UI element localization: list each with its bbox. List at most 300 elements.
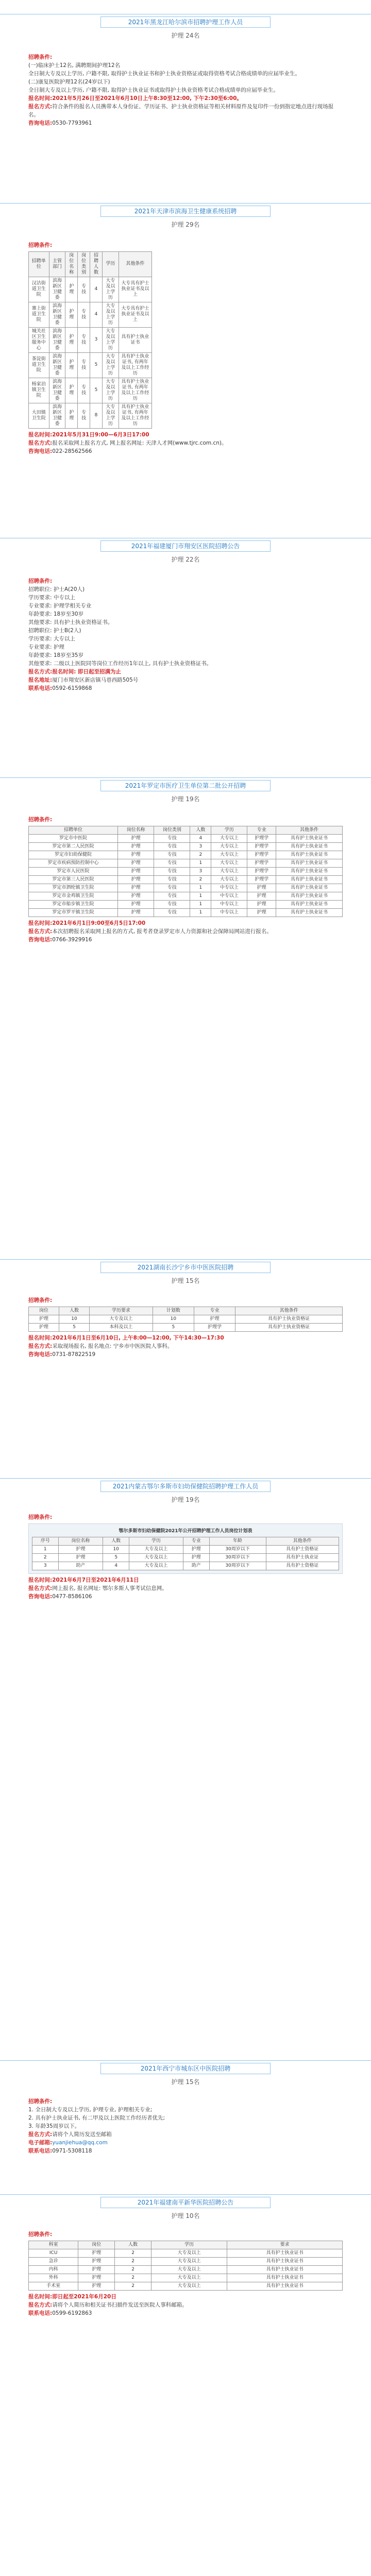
table-cell: 大专及以上	[151, 2265, 227, 2274]
table-cell: 护理	[118, 884, 154, 892]
table-cell: 具有护士执业证书	[227, 2265, 343, 2274]
table-cell: 护理	[247, 900, 276, 908]
table-cell: 护理	[247, 908, 276, 917]
table-cell: 护理	[29, 1315, 59, 1323]
table-cell: 大专以上	[211, 834, 247, 842]
method-text: 报名采取网上报名方式, 网上报名网址: 天津人才网(www.tjrc.com.cn)。	[52, 439, 227, 446]
table-cell: 手术室	[29, 2282, 78, 2290]
table-cell: 滨海新区卫健委	[49, 378, 65, 403]
line: 3. 年龄35周岁以下。	[28, 2123, 80, 2129]
table-row	[29, 859, 343, 867]
table-cell: 具有护士执业证书	[276, 884, 342, 892]
table-header: 其他条件	[276, 826, 342, 834]
phone: 0477-8586106	[52, 1593, 92, 1600]
section-8	[28, 2190, 343, 2318]
table-cell: 具有护士执业证书	[227, 2257, 343, 2265]
table-cell: 大专及以上学历	[102, 403, 119, 428]
line: 年龄要求: 18岁至35岁	[28, 652, 84, 658]
table-cell: 具有护士资格证	[266, 1562, 339, 1570]
table-header: 人数	[103, 1537, 129, 1545]
table-row	[29, 403, 152, 428]
table-cell: 具有护士执业证书	[119, 327, 151, 352]
table-row	[32, 1553, 339, 1562]
table-cell: 具有护士执业证书	[276, 859, 342, 867]
table-header: 学历	[102, 251, 119, 277]
quota-count: 护理 24名	[171, 32, 200, 39]
apply-label: 报名时间:	[28, 920, 53, 926]
line: 专业要求: 护理	[28, 643, 64, 650]
table-cell: 杨家泊镇卫生院	[29, 378, 49, 403]
section-6	[28, 1473, 343, 1602]
section-title: 2021年西宁市城东区中医院招聘	[100, 2063, 271, 2074]
table-cell: 具有护士执业证书, 有两年及以上工作经历	[119, 352, 151, 378]
table-cell: 2	[115, 2274, 151, 2282]
apply-time: 2021年6月7日至2021年6月11日	[52, 1577, 139, 1583]
table-cell: 城关社区卫生服务中心	[29, 327, 49, 352]
table-cell: 大专以上	[211, 851, 247, 859]
method-label: 报名方式:	[28, 103, 53, 110]
table-cell: ICU	[29, 2249, 78, 2257]
email-link[interactable]: yuanjiehua@qq.com	[52, 2139, 108, 2146]
table-cell: 专技	[154, 875, 190, 884]
table-cell: 2	[115, 2265, 151, 2274]
table-row	[29, 900, 343, 908]
table-row	[29, 2274, 343, 2282]
table-cell: 1	[190, 884, 211, 892]
phone: 0971-5308118	[52, 2147, 92, 2154]
table-cell: 助产	[183, 1562, 210, 1570]
table-cell: 具有护士执业证书	[227, 2274, 343, 2282]
table-cell: 5	[153, 1323, 194, 1331]
table-row	[29, 2282, 343, 2290]
table-cell: 大专以上	[211, 867, 247, 875]
apply-label: 报名时间:	[28, 2293, 53, 2300]
method-label: 报名方式:	[28, 1585, 53, 1591]
table-cell: 1	[190, 900, 211, 908]
phone-label: 联系电话:	[28, 685, 53, 691]
table-cell: 具有护士执业证书, 有两年及以上工作经历	[119, 403, 151, 428]
positions-table	[28, 251, 152, 429]
line: 招聘职位: 护士B(2人)	[28, 627, 81, 634]
table-cell: 护理	[118, 892, 154, 900]
table-header: 学历要求	[90, 1307, 153, 1315]
table-cell: 大田镇卫生院	[29, 403, 49, 428]
line: 其他要求: 二级以上医院同等岗位工作经历1年以上, 具有护士执业资格证书。	[28, 660, 212, 667]
table-caption: 鄂尔多斯市妇幼保健院2021年公开招聘护理工作人员岗位计划表	[119, 1528, 252, 1534]
table-cell: 大专及以上	[151, 2249, 227, 2257]
table-header: 招聘单位	[29, 251, 49, 277]
table-header: 人数	[59, 1307, 90, 1315]
quota-count: 护理 10名	[171, 2212, 200, 2219]
table-row	[29, 352, 152, 378]
table-cell: 3	[32, 1562, 59, 1570]
table-cell: 2	[115, 2249, 151, 2257]
table-cell: 护理	[194, 1315, 235, 1323]
table-cell: 护理	[65, 302, 78, 327]
apply-label: 报名时间:	[28, 1577, 53, 1583]
positions-table-image	[28, 1523, 343, 1574]
table-cell: 具有护士执业证书	[276, 867, 342, 875]
conditions-label: 招聘条件:	[28, 1297, 53, 1303]
table-cell: 专技	[154, 908, 190, 917]
line: 其他要求: 具有护士执业资格证书。	[28, 619, 113, 625]
table-cell: 急诊	[29, 2257, 78, 2265]
table-row	[29, 867, 343, 875]
section-3	[28, 533, 343, 693]
positions-table	[28, 826, 343, 917]
table-cell: 茶淀街道卫生院	[29, 352, 49, 378]
table-header: 其他条件	[235, 1307, 343, 1315]
table-header: 人数	[190, 826, 211, 834]
table-cell: 4	[90, 277, 103, 302]
apply-label: 报名时间:	[28, 95, 53, 101]
table-cell: 护理	[58, 1545, 103, 1553]
table-cell: 5	[103, 1553, 129, 1562]
table-cell: 专技	[78, 327, 90, 352]
table-row	[32, 1545, 339, 1553]
conditions-label: 招聘条件:	[28, 578, 53, 584]
table-cell: 护理	[183, 1545, 210, 1553]
table-cell: 护理学	[247, 867, 276, 875]
line: 年龄要求: 18岁至30岁	[28, 611, 84, 617]
table-header: 序号	[32, 1537, 59, 1545]
table-header: 计划数	[153, 1307, 194, 1315]
method-label: 报名方式:	[28, 928, 53, 935]
email-label: 电子邮箱:	[28, 2139, 53, 2146]
table-cell: 罗定市罗平镇卫生院	[29, 908, 118, 917]
table-cell: 2	[115, 2257, 151, 2265]
method-text: 网上报名, 报名网址: 鄂尔多斯人事考试信息网。	[52, 1585, 167, 1591]
table-row	[29, 1323, 343, 1331]
line: 全日制大专及以上学历, 户籍不限, 取得护士执业证书和护士执业资格证或取得资格考试合格成绩单的应届毕业生。	[28, 70, 300, 77]
method-text: 厦门市翔安区新店镇马巷西路505号	[52, 676, 139, 683]
table-cell: 护理	[29, 1323, 59, 1331]
table-cell: 具有护士执业证书	[276, 875, 342, 884]
positions-table	[28, 1307, 343, 1332]
table-cell: 4	[103, 1562, 129, 1570]
method-text: 请将个人简历和相关证书扫描件发送至医院人事科邮箱。	[52, 2301, 188, 2308]
table-cell: 护理	[118, 851, 154, 859]
table-cell: 护理	[247, 892, 276, 900]
phone-label: 联系电话:	[28, 2310, 53, 2316]
table-cell: 护理	[78, 2282, 115, 2290]
table-cell: 罗定市疾病预防控制中心	[29, 859, 118, 867]
table-cell: 30周岁以下	[209, 1562, 266, 1570]
table-cell: 1	[190, 908, 211, 917]
conditions-label: 招聘条件:	[28, 54, 53, 60]
table-cell: 10	[59, 1315, 90, 1323]
method-text: 请将个人简历发送至邮箱	[52, 2131, 112, 2138]
section-2	[28, 198, 343, 456]
table-cell: 4	[190, 834, 211, 842]
table-cell: 专技	[154, 859, 190, 867]
table-cell: 专技	[154, 900, 190, 908]
table-cell: 护理	[65, 378, 78, 403]
section-title: 2021内蒙古鄂尔多斯市妇幼保健院招聘护理工作人员	[100, 1481, 271, 1492]
table-cell: 大专及以上	[151, 2257, 227, 2265]
phone-label: 咨询电话:	[28, 1593, 53, 1600]
table-cell: 大专以上	[211, 842, 247, 851]
apply-time: 即日起至2021年6月20日	[52, 2293, 116, 2300]
table-cell: 大专及以上	[129, 1553, 183, 1562]
table-cell: 大专及以上	[129, 1545, 183, 1553]
line: 1. 全日制大专及以上学历, 护理专业, 护理相关专业;	[28, 2106, 153, 2113]
table-cell: 1	[190, 892, 211, 900]
table-row	[29, 875, 343, 884]
table-cell: 30周岁以下	[209, 1553, 266, 1562]
conditions-label: 招聘条件:	[28, 816, 53, 823]
table-cell: 护理	[118, 834, 154, 842]
quota-count: 护理 15名	[171, 1277, 200, 1284]
table-header: 要求	[227, 2241, 343, 2249]
section-5	[28, 1255, 343, 1360]
table-cell: 大专及以上学历	[102, 327, 119, 352]
method-label: 报名方式:	[28, 2301, 53, 2308]
table-row	[29, 842, 343, 851]
method-label: 报名方式:	[28, 2131, 53, 2138]
table-header: 岗位	[78, 2241, 115, 2249]
table-cell: 专技	[78, 302, 90, 327]
table-cell: 专技	[154, 892, 190, 900]
table-cell: 2	[190, 875, 211, 884]
table-cell: 罗定市第三人民医院	[29, 875, 118, 884]
table-cell: 3	[90, 327, 103, 352]
line: 2. 具有护士执业证书, 有二甲及以上医院工作经历者优先;	[28, 2114, 165, 2121]
table-cell: 5	[90, 378, 103, 403]
table-cell: 具有护士执业证书	[276, 842, 342, 851]
table-cell: 专技	[154, 884, 190, 892]
table-cell: 专技	[78, 277, 90, 302]
table-cell: 护理	[118, 900, 154, 908]
line: 学历要求: 大专以上	[28, 635, 75, 642]
table-header: 人数	[115, 2241, 151, 2249]
method-label: 报名方式:	[28, 1343, 53, 1349]
table-cell: 大专及以上学历	[102, 378, 119, 403]
method-text: 采取现场报名, 报名地点: 宁乡市中医医院人事科。	[52, 1343, 173, 1349]
phone-label: 咨询电话:	[28, 936, 53, 943]
table-row	[32, 1562, 339, 1570]
quota-count: 护理 19名	[171, 795, 200, 803]
table-cell: 大专以上	[211, 859, 247, 867]
table-cell: 4	[90, 302, 103, 327]
table-cell: 大专及以上	[151, 2274, 227, 2282]
section-title: 2021年天津市滨海卫生健康系统招聘	[100, 206, 271, 217]
apply-time: 2021年5月26日至2021年6月10日上午8:30至12:00, 下午2:30至6:00。	[52, 95, 242, 101]
table-cell: 助产	[58, 1562, 103, 1570]
table-cell: 中专以上	[211, 892, 247, 900]
table-cell: 护理	[78, 2265, 115, 2274]
table-cell: 寨上街道卫生院	[29, 302, 49, 327]
method-text: 本次招聘报名采取网上报名的方式, 报考者登录罗定市人力资源和社会保障局网站进行报名。	[52, 928, 272, 935]
table-cell: 滨海新区卫健委	[49, 403, 65, 428]
quota-count: 护理 29名	[171, 221, 200, 228]
table-row	[29, 834, 343, 842]
table-cell: 本科及以上	[90, 1323, 153, 1331]
table-cell: 护理	[65, 352, 78, 378]
table-cell: 大专及以上	[90, 1315, 153, 1323]
table-cell: 护理	[118, 859, 154, 867]
table-cell: 具有护士执业资格证	[235, 1323, 343, 1331]
table-header: 学历	[129, 1537, 183, 1545]
line: 专业要求: 护理学相关专业	[28, 602, 92, 609]
table-cell: 护理	[58, 1553, 103, 1562]
table-cell: 滨海新区卫健委	[49, 302, 65, 327]
section-title: 2021湖南长沙宁乡市中医医院招聘	[100, 1262, 271, 1273]
table-cell: 具有护士执业证书	[276, 834, 342, 842]
table-cell: 护理	[183, 1553, 210, 1562]
table-cell: 内科	[29, 2265, 78, 2274]
table-cell: 护理	[118, 875, 154, 884]
table-cell: 大专及以上学历	[102, 277, 119, 302]
phone: 0731-87822519	[52, 1351, 96, 1358]
table-cell: 护理	[78, 2257, 115, 2265]
section-title: 2021年罗定市医疗卫生单位第二批公开招聘	[100, 780, 271, 791]
table-cell: 罗定市人民医院	[29, 867, 118, 875]
table-cell: 具有护士执业证书	[227, 2249, 343, 2257]
method-label: 报名地址:	[28, 676, 53, 683]
table-cell: 2	[32, 1553, 59, 1562]
table-cell: 外科	[29, 2274, 78, 2282]
table-header: 岗位类别	[154, 826, 190, 834]
table-cell: 1	[190, 859, 211, 867]
table-cell: 护理	[78, 2249, 115, 2257]
table-cell: 1	[32, 1545, 59, 1553]
table-cell: 护理	[118, 842, 154, 851]
table-header: 岗位名称	[118, 826, 154, 834]
line: 全日制大专及以上学历, 户籍不限, 取得护士执业证书或取得护士执业资格考试合格成绩单的应届毕业生。	[28, 87, 279, 93]
table-header: 科室	[29, 2241, 78, 2249]
conditions-label: 招聘条件:	[28, 1514, 53, 1520]
conditions-label: 招聘条件:	[28, 2098, 53, 2105]
table-cell: 护理学	[247, 834, 276, 842]
method-label: 报名方式:	[28, 439, 53, 446]
method-text: 符合条件的报名人员携带本人身份证、学历证书、护士执业资格证等相关材料原件及复印件一份到指定地点进行现场报名。	[28, 103, 334, 118]
section-title: 2021年福建南平新华医院招聘公告	[100, 2197, 271, 2208]
table-cell: 中专以上	[211, 908, 247, 917]
table-row	[29, 2257, 343, 2265]
table-row	[29, 378, 152, 403]
table-cell: 大专及以上学历	[102, 352, 119, 378]
phone-label: 咨询电话:	[28, 120, 53, 126]
table-cell: 10	[103, 1545, 129, 1553]
phone: 022-28562566	[52, 448, 92, 454]
table-cell: 具有护士执业证书, 有两年及以上工作经历	[119, 378, 151, 403]
table-cell: 30周岁以下	[209, 1545, 266, 1553]
section-title: 2021年黑龙江哈尔滨市招聘护理工作人员	[100, 16, 271, 28]
section-title: 2021年福建厦门市翔安区医院招聘公告	[100, 540, 271, 552]
table-cell: 具有护士执业资格证	[235, 1315, 343, 1323]
table-cell: 具有护士执业证书	[276, 908, 342, 917]
section-7	[28, 2056, 343, 2156]
table-cell: 滨海新区卫健委	[49, 277, 65, 302]
table-cell: 5	[90, 352, 103, 378]
table-cell: 罗定市中医院	[29, 834, 118, 842]
table-cell: 中专以上	[211, 884, 247, 892]
table-cell: 2	[190, 851, 211, 859]
table-cell: 3	[190, 867, 211, 875]
table-cell: 专技	[154, 867, 190, 875]
table-row	[29, 851, 343, 859]
table-header: 主管部门	[49, 251, 65, 277]
table-cell: 护理	[118, 867, 154, 875]
table-row	[29, 892, 343, 900]
table-header: 招聘人数	[90, 251, 103, 277]
table-cell: 护理	[118, 908, 154, 917]
table-header: 岗位类别	[78, 251, 90, 277]
table-cell: 具有护士执业证书	[276, 851, 342, 859]
phone-label: 咨询电话:	[28, 448, 53, 454]
table-cell: 护理	[65, 403, 78, 428]
table-cell: 护理学	[247, 875, 276, 884]
table-header: 岗位名称	[58, 1537, 103, 1545]
table-cell: 8	[90, 403, 103, 428]
table-cell: 具有护士执业证	[266, 1553, 339, 1562]
table-row	[29, 302, 152, 327]
table-cell: 护理学	[247, 842, 276, 851]
phone: 0592-6159868	[52, 685, 92, 691]
table-cell: 2	[115, 2282, 151, 2290]
apply-time: 2021年6月1日至6月10日, 上午8:00—12:00, 下午14:30—17:30	[52, 1334, 224, 1341]
table-cell: 护理	[65, 277, 78, 302]
table-cell: 护理	[247, 884, 276, 892]
table-row	[29, 327, 152, 352]
table-cell: 具有护士执业证书	[276, 900, 342, 908]
table-row	[29, 884, 343, 892]
quota-count: 护理 15名	[171, 2078, 200, 2086]
line: (二)康复医院护理12名(24岁以下)	[28, 78, 110, 85]
table-header: 岗位名称	[65, 251, 78, 277]
table-cell: 滨海新区卫健委	[49, 352, 65, 378]
table-cell: 专技	[78, 378, 90, 403]
line: (一)临床护士12名, 满聘期间护理12名	[28, 62, 121, 69]
positions-table	[28, 2241, 343, 2291]
apply-label: 报名方式:	[28, 668, 53, 675]
table-cell: 大专以上	[211, 875, 247, 884]
table-cell: 具有护士执业证书	[276, 892, 342, 900]
table-header: 其他条件	[119, 251, 151, 277]
table-cell: 大专具有护士执业证书及以上	[119, 302, 151, 327]
table-row	[29, 1315, 343, 1323]
table-cell: 专技	[78, 403, 90, 428]
phone: 0599-6192863	[52, 2310, 92, 2316]
table-header: 专业	[183, 1537, 210, 1545]
table-cell: 中专以上	[211, 900, 247, 908]
table-cell: 专技	[154, 851, 190, 859]
phone-label: 联系电话:	[28, 2147, 53, 2154]
table-cell: 大专具有护士执业证书及以上	[119, 277, 151, 302]
table-header: 岗位	[29, 1307, 59, 1315]
table-cell: 3	[190, 842, 211, 851]
apply-time: 报名时间: 即日起至招满为止	[52, 668, 122, 675]
apply-label: 报名时间:	[28, 1334, 53, 1341]
table-cell: 护理	[65, 327, 78, 352]
table-cell: 大专及以上学历	[102, 302, 119, 327]
table-cell: 汉沽街道卫生院	[29, 277, 49, 302]
table-cell: 具有护士执业证书	[227, 2282, 343, 2290]
table-header: 学历	[151, 2241, 227, 2249]
table-cell: 滨海新区卫健委	[49, 327, 65, 352]
table-header: 年龄	[209, 1537, 266, 1545]
table-cell: 罗定市第二人民医院	[29, 842, 118, 851]
table-header: 学历	[211, 826, 247, 834]
table-cell: 具有护士资格证	[266, 1545, 339, 1553]
table-cell: 罗定市金鸡镇卫生院	[29, 892, 118, 900]
table-cell: 罗定市妇幼保健院	[29, 851, 118, 859]
table-cell: 5	[59, 1323, 90, 1331]
table-cell: 护理学	[247, 859, 276, 867]
phone: 0766-3929916	[52, 936, 92, 943]
section-4	[28, 773, 343, 945]
